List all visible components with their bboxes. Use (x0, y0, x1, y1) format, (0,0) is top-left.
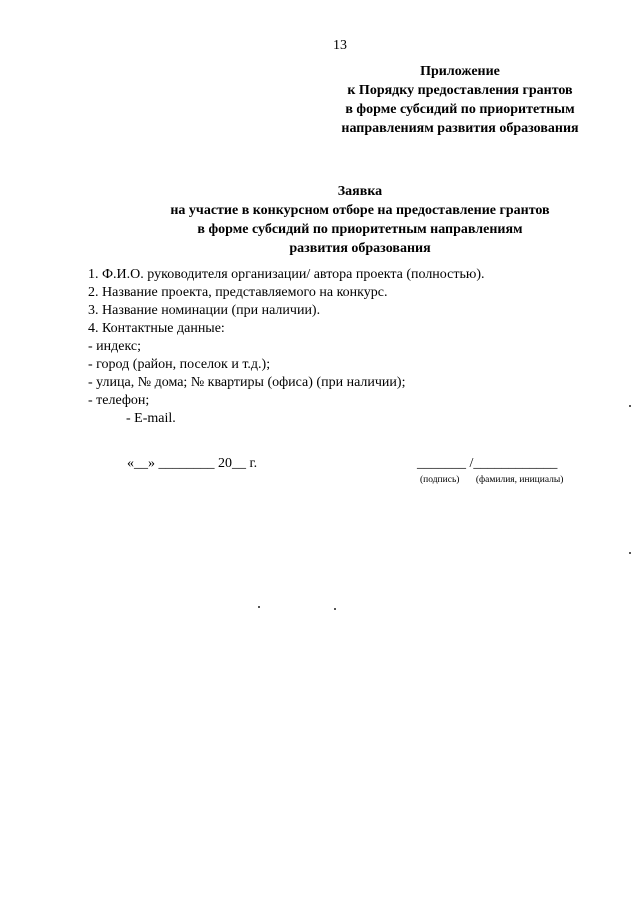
list-item: 1. Ф.И.О. руководителя организации/ автора проекта (полностью). (88, 267, 485, 282)
scan-speck (258, 606, 260, 608)
date-line: «__» ________ 20__ г. (127, 456, 258, 471)
document-title (100, 182, 620, 258)
title-line: развития образования (289, 241, 431, 256)
title-line: в форме субсидий по приоритетным направлениям (197, 222, 523, 237)
list-item: 4. Контактные данные: (88, 321, 225, 336)
signature-labels (420, 475, 563, 485)
list-item: 3. Название номинации (при наличии). (88, 303, 321, 318)
signature-label: (подпись) (420, 475, 460, 485)
list-item-email: - E-mail. (126, 411, 176, 426)
name-label: (фамилия, инициалы) (475, 475, 564, 485)
scan-speck (334, 608, 336, 610)
list-item: - телефон; (88, 393, 150, 408)
appendix-header (300, 62, 620, 138)
title-heading: Заявка (337, 184, 383, 199)
title-line: на участие в конкурсном отборе на предоставление грантов (170, 203, 550, 218)
appendix-line: в форме субсидий по приоритетным (345, 102, 575, 117)
appendix-line: к Порядку предоставления грантов (347, 83, 573, 98)
scan-speck (629, 405, 631, 407)
appendix-line: Приложение (420, 64, 500, 79)
list-item: - индекс; (88, 339, 142, 354)
list-item: 2. Название проекта, представляемого на конкурс. (88, 285, 388, 300)
scan-speck (629, 552, 631, 554)
signature-line: _______ /____________ (417, 456, 558, 471)
application-items (88, 266, 484, 428)
appendix-line: направлениям развития образования (341, 121, 579, 136)
list-item: - город (район, поселок и т.д.); (88, 357, 271, 372)
list-item: - улица, № дома; № квартиры (офиса) (при наличии); (88, 375, 406, 390)
page-number: 13 (333, 38, 347, 53)
